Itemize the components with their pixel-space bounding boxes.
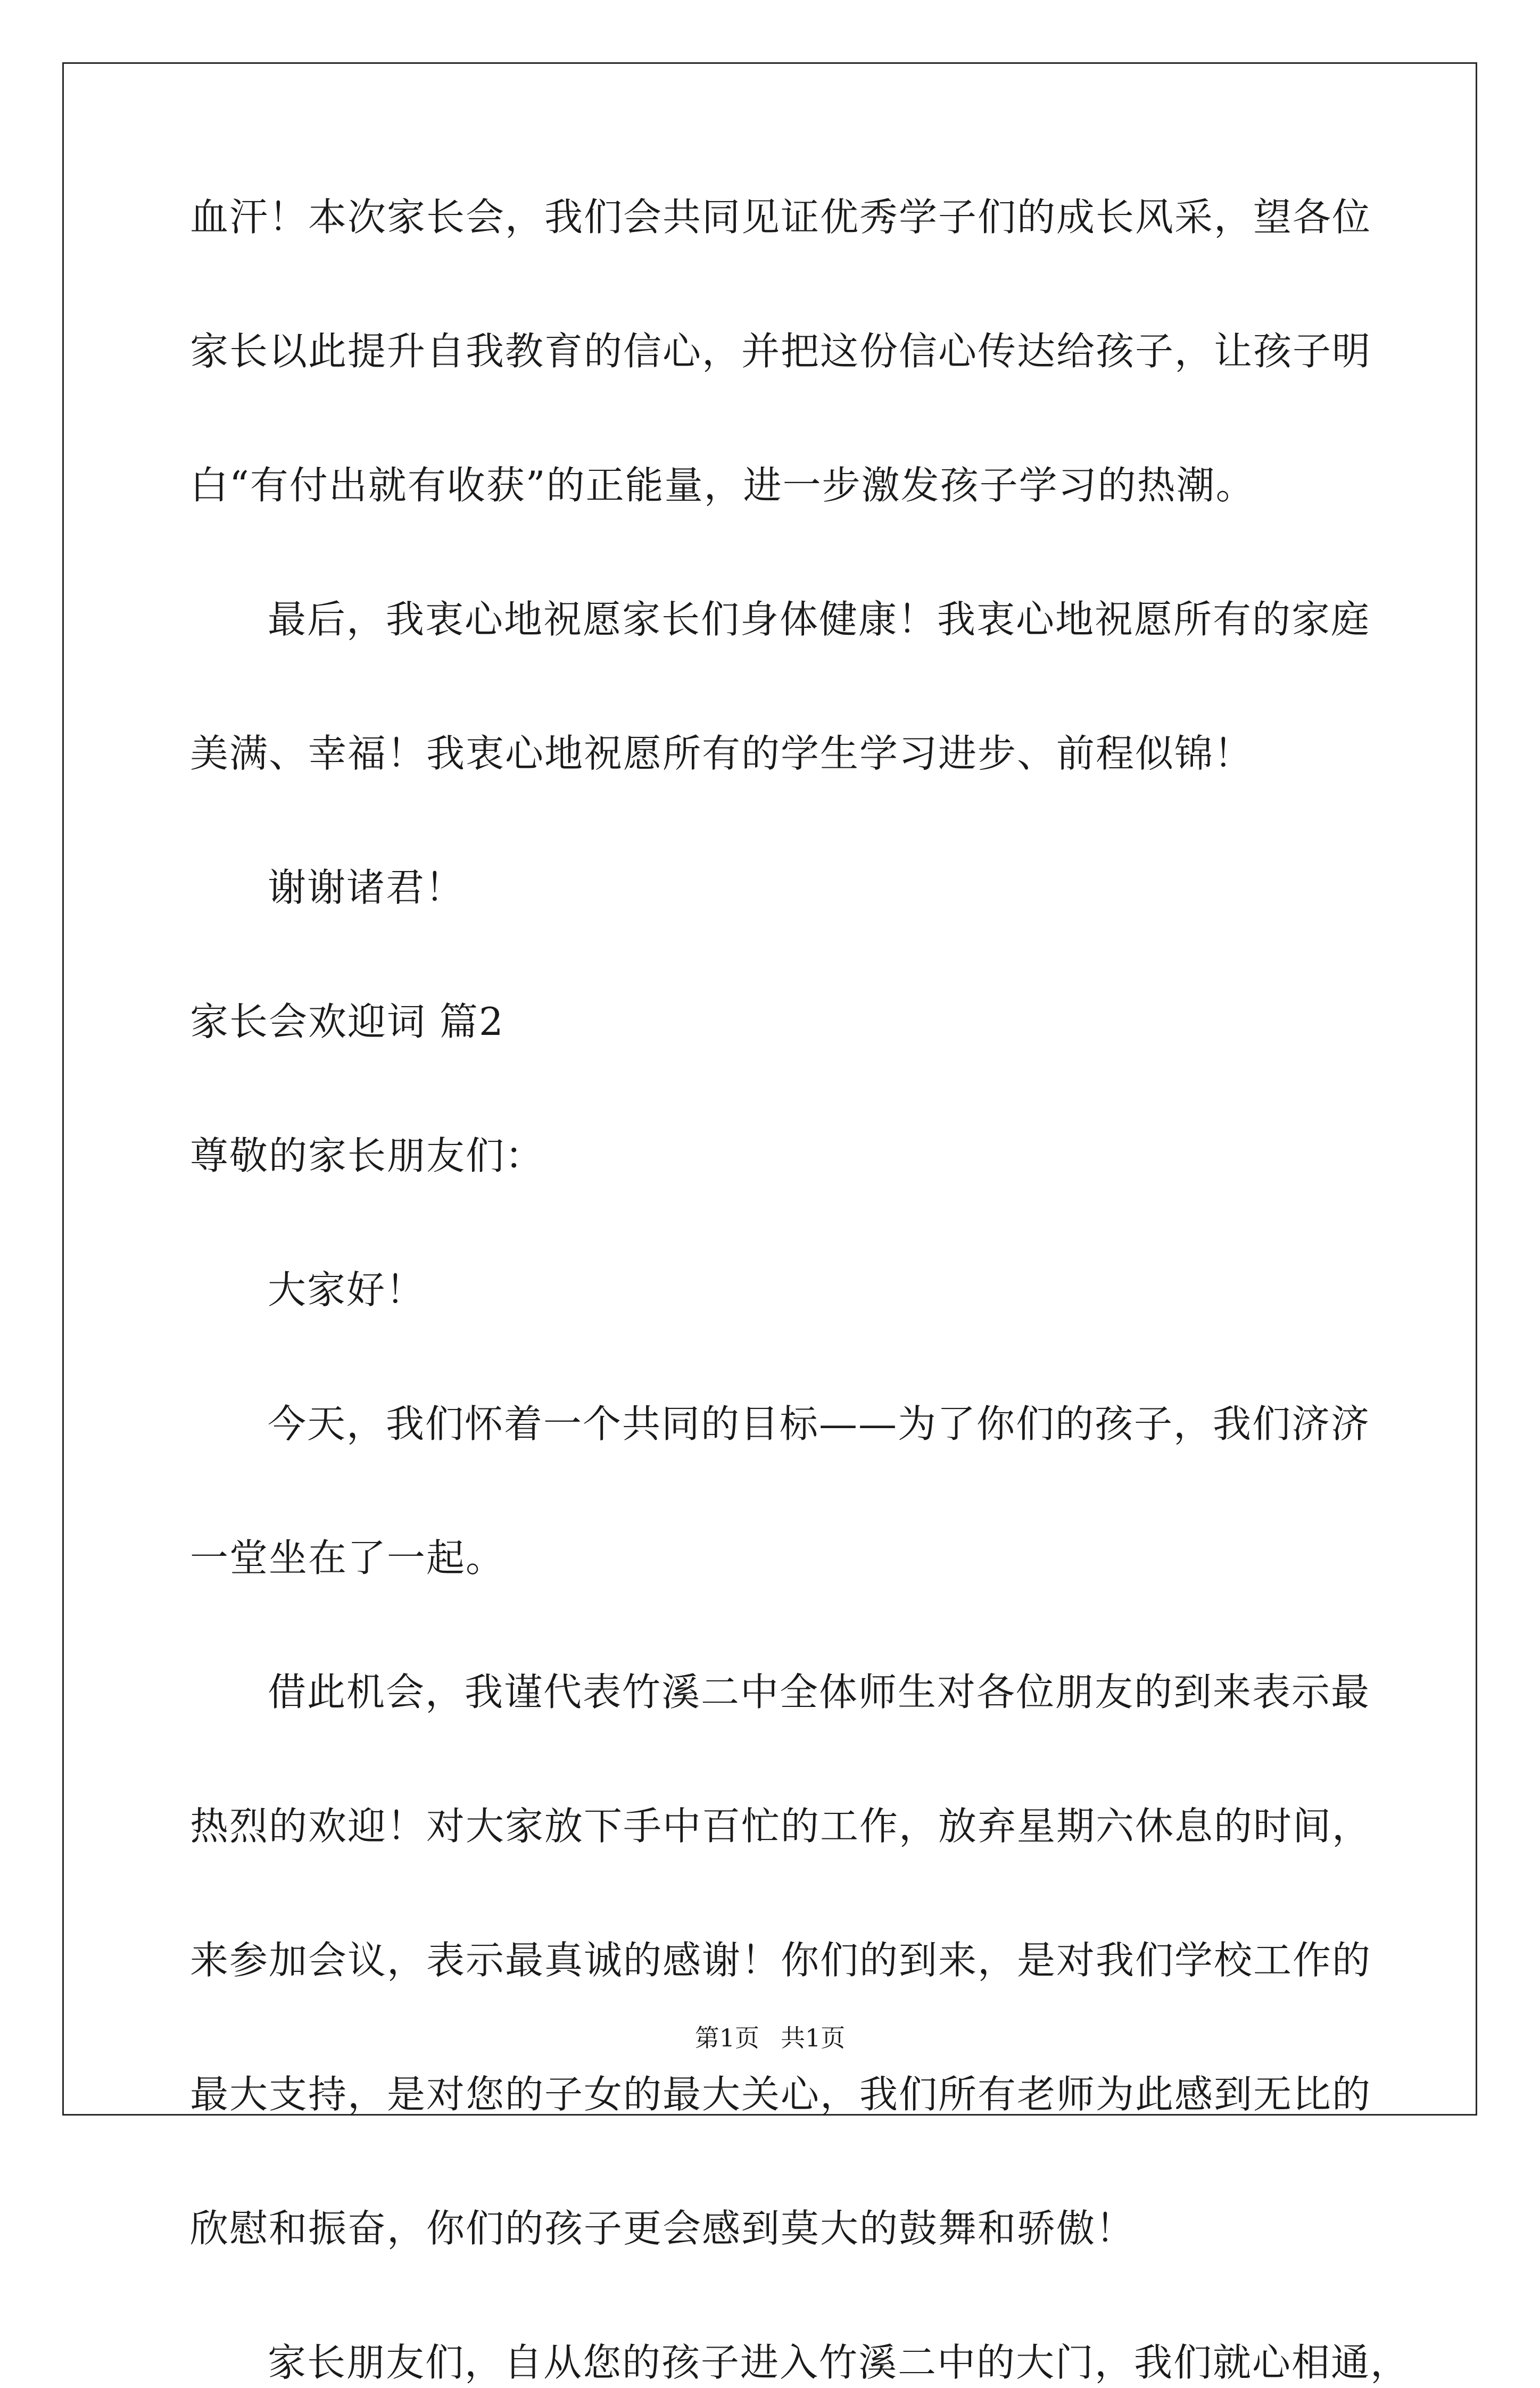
paragraph <box>190 594 1371 779</box>
text-line: 热烈的欢迎！对大家放下手中百忙的工作，放弃星期六休息的时间， <box>190 1804 1372 1848</box>
text-line: 最大支持，是对您的子女的最大关心，我们所有老师为此感到无比的 <box>190 2072 1372 2117</box>
paragraph <box>190 1398 1371 1583</box>
text-line: 借此机会，我谨代表竹溪二中全体师生对各位朋友的到来表示最 <box>268 1670 1371 1714</box>
text-line: 家长朋友们，自从您的孩子进入竹溪二中的大门，我们就心相通， <box>268 2340 1410 2385</box>
text-line: 美满、幸福！我衷心地祝愿所有的学生学习进步、前程似锦！ <box>190 731 1254 776</box>
document-body <box>190 192 1410 2388</box>
text-line: 最后，我衷心地祝愿家长们身体健康！我衷心地祝愿所有的家庭 <box>268 597 1371 642</box>
greeting: 大家好！ <box>268 1267 426 1312</box>
text-line: 白“有付出就有收获”的正能量，进一步激发孩子学习的热潮。 <box>190 463 1255 508</box>
text-line: 家长以此提升自我教育的信心，并把这份信心传达给孩子，让孩子明 <box>190 329 1372 374</box>
text-line: 谢谢诸君！ <box>268 865 465 910</box>
text-line: 欣慰和振奋，你们的孩子更会感到莫大的鼓舞和骄傲！ <box>190 2206 1136 2251</box>
text-line: 来参加会议，表示最真诚的感谢！你们的到来，是对我们学校工作的 <box>190 1938 1372 1983</box>
text-line: 一堂坐在了一起。 <box>190 1536 506 1580</box>
page-footer <box>0 2022 1540 2054</box>
section-title: 家长会欢迎词 篇2 <box>190 999 504 1044</box>
text-line: 今天，我们怀着一个共同的目标——为了你们的孩子，我们济济 <box>268 1402 1371 1446</box>
salutation: 尊敬的家长朋友们： <box>190 1133 545 1178</box>
paragraph <box>190 862 1361 913</box>
paragraph <box>190 1666 1372 2254</box>
paragraph <box>190 192 1372 511</box>
page-total: 共1页 <box>781 2024 846 2052</box>
text-line: 血汗！本次家长会，我们会共同见证优秀学子们的成长风采，望各位 <box>190 195 1372 239</box>
paragraph <box>190 2337 1410 2388</box>
page-number: 第1页 <box>694 2024 759 2052</box>
